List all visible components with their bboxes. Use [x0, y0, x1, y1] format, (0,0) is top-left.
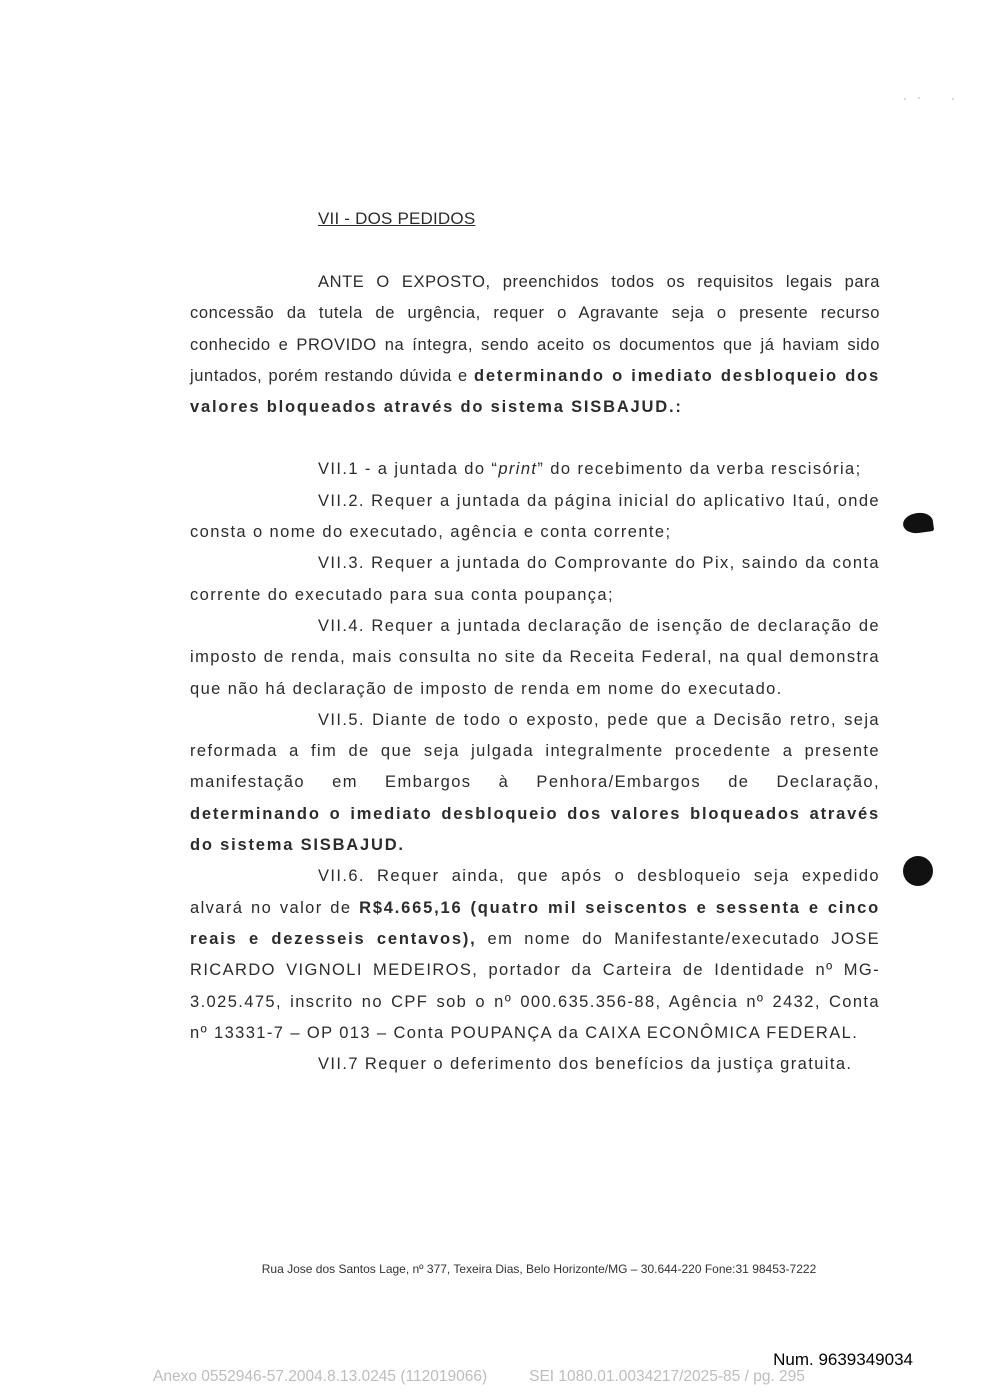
request-item-1 [190, 454, 880, 485]
item-6-bold-amount: R$4.665,16 (quatro mil seiscentos e sessenta e cinco reais e dezesseis centavos), [190, 898, 880, 948]
intro-bold-text: determinando o imediato desbloqueio dos valores bloqueados através do sistema SISBAJUD.: [190, 366, 880, 417]
scan-speck [918, 97, 920, 99]
intro-text: ANTE O EXPOSTO, preenchidos todos os requisitos legais para concessão da tutela de urgência, requer o Agravante seja o presente recurso conhecido e PROVIDO na íntegra, sendo aceito os documentos que já haviam sido juntados, porém restando dúvida e [190, 273, 880, 385]
item-6-text-end: em nome do Manifestante/executado JOSE RICARDO VIGNOLI MEDEIROS, portador da Carteira de Identidade nº MG-3.025.475, inscrito no CPF sob o nº 000.635.356-88, Agência nº 2432, Conta nº 13331-7 – OP 013 – Conta POUPANÇA da CAIXA ECONÔMICA FEDERAL. [190, 929, 880, 1042]
footer-address: Rua Jose dos Santos Lage, nº 377, Texeira Dias, Belo Horizonte/MG – 30.644-220 Fone:31 98453-7222 [261, 1262, 817, 1276]
item-5-text: VII.5. Diante de todo o exposto, pede que a Decisão retro, seja reformada a fim de que seja julgada integralmente procedente a presente manifestação em Embargos à Penhora/Embargos de Declaração, [190, 710, 880, 792]
request-item-3: VII.3. Requer a juntada do Comprovante do Pix, saindo da conta corrente do executado para sua conta poupança; [190, 554, 880, 604]
item-1-text: VII.1 - a juntada do “ [318, 460, 499, 479]
request-item-2: VII.2. Requer a juntada da página inicial do aplicativo Itaú, onde consta o nome do executado, agência e conta corrente; [190, 491, 880, 542]
item-6-text: VII.6. Requer ainda, que após o desbloqueio seja expedido alvará no valor de [190, 867, 880, 917]
requests-body [190, 267, 880, 1080]
annex-reference: Anexo 0552946-57.2004.8.13.0245 (112019066) [153, 1368, 488, 1385]
request-item-4: VII.4. Requer a juntada declaração de isenção de declaração de imposto de renda, mais consulta no site da Receita Federal, na qual demonstra que não há declaração de imposto de renda em nome do executado. [190, 616, 880, 698]
punch-hole-mark [903, 856, 933, 886]
request-item-6 [190, 861, 880, 1049]
scan-speck [904, 98, 906, 100]
punch-hole-mark [902, 511, 934, 535]
item-1-text-end: ” do recebimento da verba rescisória; [537, 460, 862, 479]
annex-footer [153, 1368, 805, 1386]
request-item-5 [190, 705, 880, 861]
request-item-7: VII.7 Requer o deferimento dos benefícios da justiça gratuita. [318, 1055, 853, 1074]
intro-paragraph [190, 267, 880, 423]
section-heading: VII - DOS PEDIDOS [318, 209, 476, 228]
sei-page-reference: SEI 1080.01.0034217/2025-85 / pg. 295 [529, 1368, 805, 1385]
item-5-bold-text: determinando o imediato desbloqueio dos valores bloqueados através do sistema SISBAJUD. [190, 804, 880, 855]
scan-speck [952, 98, 954, 100]
document-number: Num. 9639349034 [773, 1350, 913, 1369]
item-1-emphasis: print [498, 460, 538, 479]
